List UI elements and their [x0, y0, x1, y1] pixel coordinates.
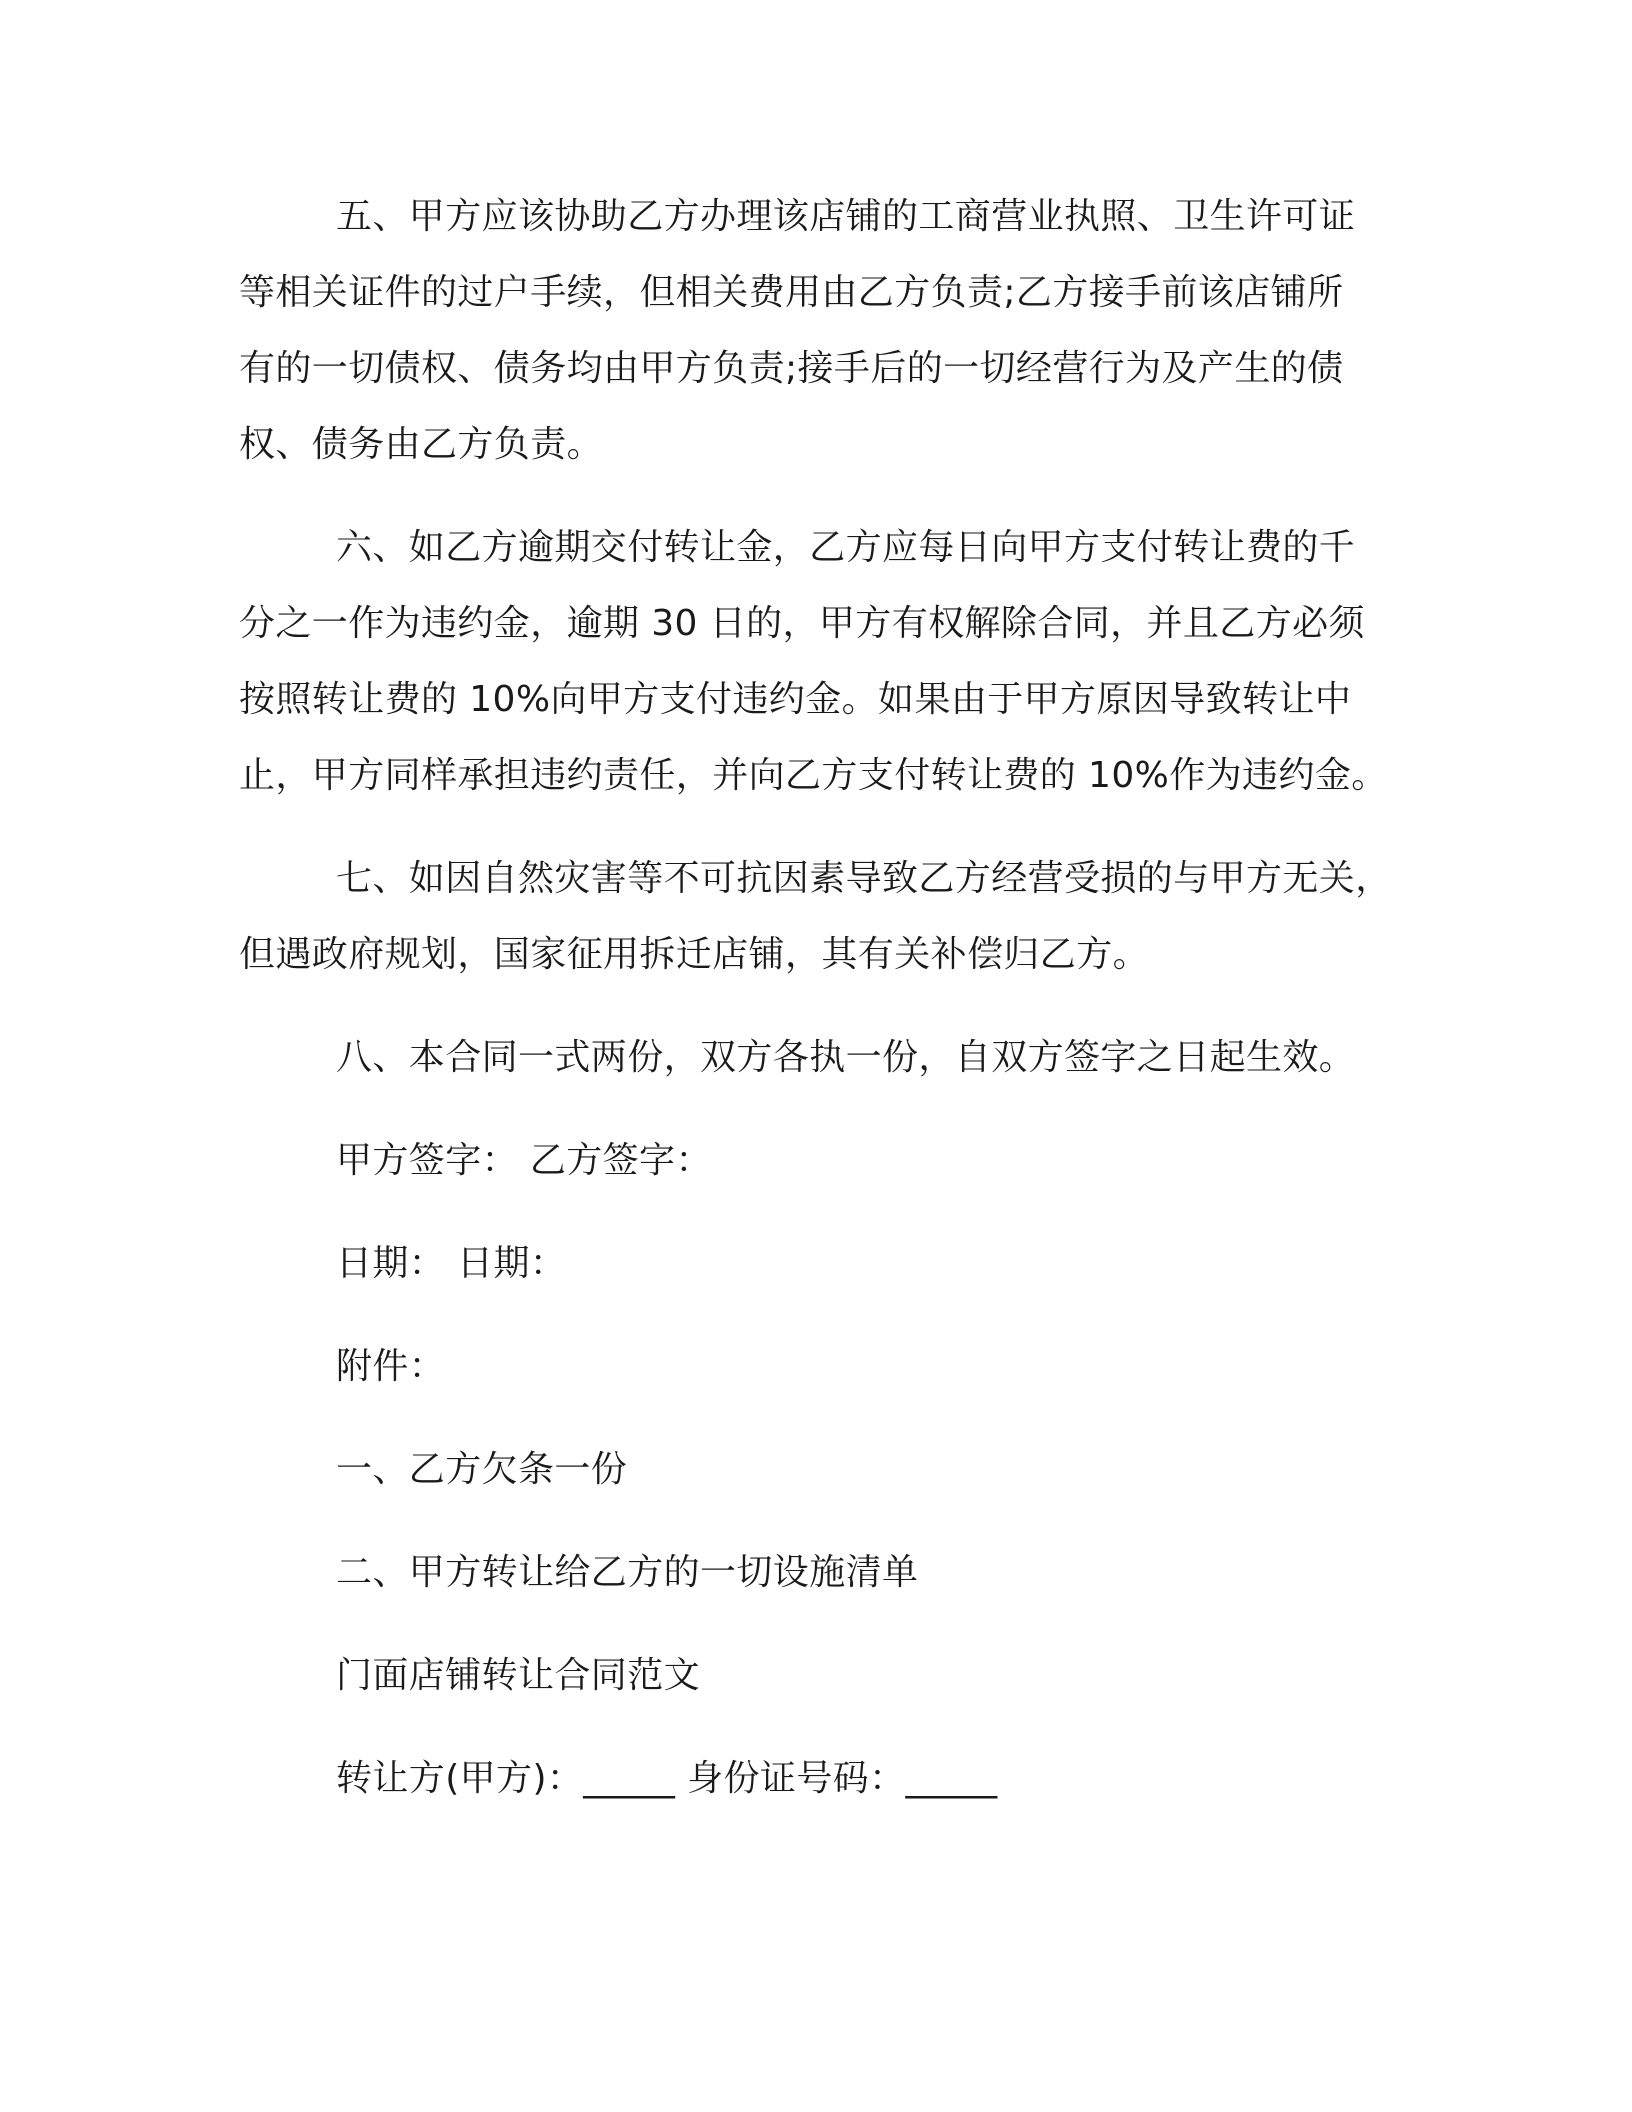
transferor-info-line: 转让方(甲方)：_____ 身份证号码：_____ — [336, 1758, 998, 1799]
signature-line: 甲方签字： 乙方签字： — [336, 1140, 712, 1181]
clause8: 八、本合同一式两份，双方各执一份，自双方签字之日起生效。 — [336, 1037, 1356, 1078]
clause5-line-1: 五、甲方应该协助乙方办理该店铺的工商营业执照、卫生许可证 — [336, 196, 1356, 237]
clause7-line-1: 七、如因自然灾害等不可抗因素导致乙方经营受损的与甲方无关， — [336, 858, 1392, 899]
clause6-line-2: 分之一作为违约金，逾期 30 日的，甲方有权解除合同，并且乙方必须 — [239, 603, 1365, 644]
clause6-line-4: 止，甲方同样承担违约责任，并向乙方支付转让费的 10%作为违约金。 — [239, 755, 1388, 796]
clause5-line-2: 等相关证件的过户手续，但相关费用由乙方负责;乙方接手前该店铺所 — [239, 272, 1344, 313]
clause6-line-1: 六、如乙方逾期交付转让金，乙方应每日向甲方支付转让费的千 — [336, 527, 1356, 568]
attachments-label: 附件： — [336, 1346, 446, 1387]
clause5-line-3: 有的一切债权、债务均由甲方负责;接手后的一切经营行为及产生的债 — [239, 348, 1344, 389]
clause7-line-2: 但遇政府规划，国家征用拆迁店铺，其有关补偿归乙方。 — [239, 934, 1150, 975]
date-line: 日期： 日期： — [336, 1243, 567, 1284]
sample-contract-title: 门面店铺转让合同范文 — [336, 1655, 701, 1696]
attachment-item-1: 一、乙方欠条一份 — [336, 1449, 628, 1490]
clause5-line-4: 权、债务由乙方负责。 — [239, 424, 604, 465]
clause6-line-3: 按照转让费的 10%向甲方支付违约金。如果由于甲方原因导致转让中 — [239, 679, 1352, 720]
attachment-item-2: 二、甲方转让给乙方的一切设施清单 — [336, 1552, 919, 1593]
